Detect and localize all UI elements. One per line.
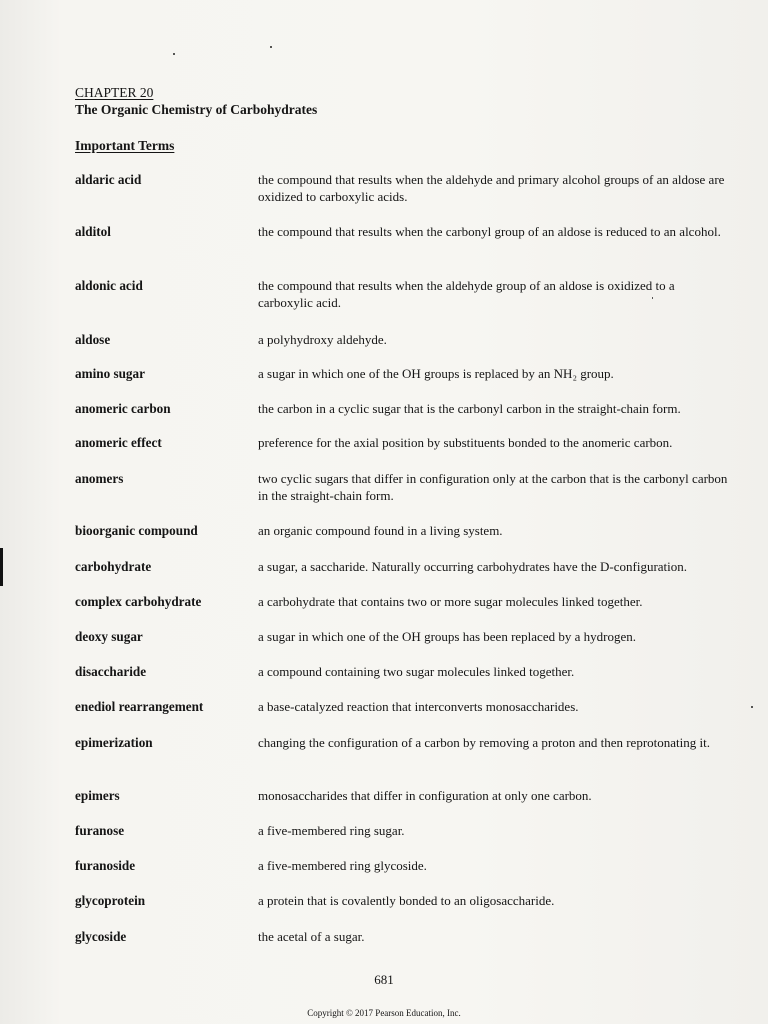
term: epimers [75,788,120,803]
term: glycoside [75,929,127,944]
definition: two cyclic sugars that differ in configuration only at the carbon that is the carbonyl carbon in the straight-chain form. [258,471,728,503]
term: bioorganic compound [75,523,198,538]
definition: the compound that results when the aldehyde and primary alcohol groups of an aldose are oxidized to carboxylic acids. [258,172,725,204]
definition: a carbohydrate that contains two or more sugar molecules linked together. [258,594,643,609]
scan-edge-mark [0,548,3,586]
definition: a sugar in which one of the OH groups has been replaced by a hydrogen. [258,629,636,644]
term-row [75,928,735,945]
definition: a base-catalyzed reaction that interconverts monosaccharides. [258,699,579,714]
term: glycoprotein [75,893,146,908]
term-row [75,223,735,240]
term: furanoside [75,858,136,873]
term: epimerization [75,735,153,750]
term: aldaric acid [75,172,142,187]
definition: a protein that is covalently bonded to an oligosaccharide. [258,893,555,908]
term: anomers [75,471,124,486]
copyright-notice: Copyright © 2017 Pearson Education, Inc. [307,1008,461,1018]
term: amino sugar [75,366,145,381]
term-row [75,400,735,417]
scan-speck [751,706,753,708]
page-number: 681 [374,972,394,987]
term: deoxy sugar [75,629,143,644]
definition: monosaccharides that differ in configuration at only one carbon. [258,788,592,803]
term-row [75,628,735,645]
chapter-subtitle: The Organic Chemistry of Carbohydrates [75,102,318,117]
term: complex carbohydrate [75,594,202,609]
term-row [75,331,735,348]
term-row [75,787,735,804]
definition: changing the configuration of a carbon by removing a proton and then reprotonating it. [258,735,710,750]
term-row [75,892,735,909]
definition: a polyhydroxy aldehyde. [258,332,387,347]
section-heading: Important Terms [75,138,175,153]
term: enediol rearrangement [75,699,204,714]
definition: a sugar in which one of the OH groups is replaced by an NH₂ group. [258,366,614,381]
term-row [75,857,735,874]
term: aldose [75,332,111,347]
definition: preference for the axial position by substituents bonded to the anomeric carbon. [258,435,673,450]
term-row [75,277,735,311]
scan-speck [173,53,175,55]
term-row [75,663,735,680]
term: anomeric carbon [75,401,171,416]
term: disaccharide [75,664,147,679]
term: aldonic acid [75,278,143,293]
chapter-title: CHAPTER 20 [75,85,154,100]
term-row [75,470,735,504]
definition: the acetal of a sugar. [258,929,365,944]
term: anomeric effect [75,435,162,450]
term-row [75,558,735,575]
definition: a five-membered ring sugar. [258,823,405,838]
term-row [75,698,735,715]
definition: an organic compound found in a living system. [258,523,503,538]
term-row [75,734,735,751]
term-row [75,593,735,610]
definition: a five-membered ring glycoside. [258,858,427,873]
term: alditol [75,224,111,239]
term-row [75,822,735,839]
definition: the compound that results when the carbonyl group of an aldose is reduced to an alcohol. [258,224,721,239]
definition: the compound that results when the aldehyde group of an aldose is oxidized to a carboxylic acid. [258,278,675,310]
definition: a compound containing two sugar molecules linked together. [258,664,575,679]
term: furanose [75,823,125,838]
term-row [75,365,735,382]
definition: the carbon in a cyclic sugar that is the carbonyl carbon in the straight-chain form. [258,401,681,416]
term: carbohydrate [75,559,152,574]
term-row [75,434,735,451]
term-row [75,171,735,205]
definition: a sugar, a saccharide. Naturally occurring carbohydrates have the D-configuration. [258,559,688,574]
term-row [75,522,735,539]
scan-speck [270,46,272,48]
